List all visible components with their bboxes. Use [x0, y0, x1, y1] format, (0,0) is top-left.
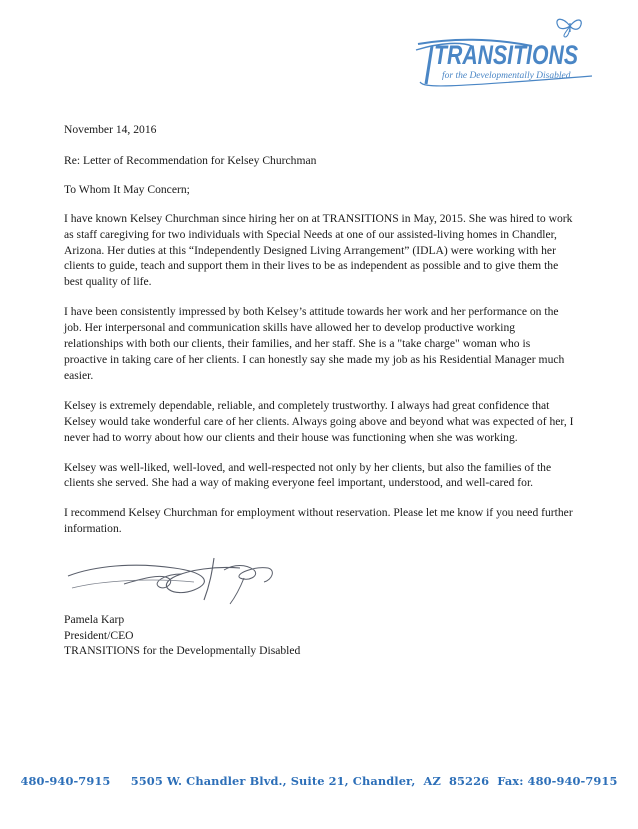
- letter-date: November 14, 2016: [64, 123, 157, 136]
- letterhead-footer: 480-940-7915 5505 W. Chandler Blvd., Suite 21, Chandler, AZ 85226 Fax: 480-940-7915: [20, 774, 618, 788]
- paragraph: I have known Kelsey Churchman since hiring her on at TRANSITIONS in May, 2015. She was hired to work as staff caregiving for two individuals with Special Needs at one of our assisted-living homes in Chandler, Arizona. Her duties at this “Independently Designed Living Arrangement” (IDLA) were working with her clients to guide, teach and support them in their lives to be as independent as possible and to give them the best quality of life.: [64, 211, 573, 289]
- butterfly-icon: [557, 19, 581, 37]
- signer-title: President/CEO: [64, 628, 134, 642]
- handwritten-signature: [64, 548, 304, 608]
- logo-wordmark: TRANSITIONS: [434, 40, 578, 70]
- company-logo: [412, 12, 602, 92]
- logo-tagline: for the Developmentally Disabled: [442, 71, 571, 81]
- paragraph: I recommend Kelsey Churchman for employment without reservation. Please let me know if you need further information.: [64, 506, 573, 536]
- signer-name: Pamela Karp: [64, 613, 125, 626]
- letter-body: [64, 122, 574, 551]
- subject-line: Re: Letter of Recommendation for Kelsey Churchman: [64, 153, 317, 167]
- salutation: To Whom It May Concern;: [64, 182, 190, 196]
- signer-block: [64, 612, 300, 659]
- paragraph: Kelsey is extremely dependable, reliable, and completely trustworthy. I always had great confidence that Kelsey would take wonderful care of her clients. Always going above and beyond what was expected of her, I never had to worry about how our clients and their house was functioning when she was working.: [64, 398, 574, 444]
- paragraph: I have been consistently impressed by both Kelsey’s attitude towards her work and her performance on the job. Her interpersonal and communication skills have allowed her to develop productive working relationships with both our clients, their families, and her staff. She is a "take charge" woman who is proactive in taking care of her clients. I can honestly say she made my job as his Residential Manager much easier.: [64, 305, 565, 382]
- signer-organization: TRANSITIONS for the Developmentally Disabled: [64, 644, 301, 657]
- paragraph: Kelsey was well-liked, well-loved, and well-respected not only by her clients, but also the families of the clients she served. She had a way of making everyone feel important, understood, and well-cared for.: [64, 460, 552, 490]
